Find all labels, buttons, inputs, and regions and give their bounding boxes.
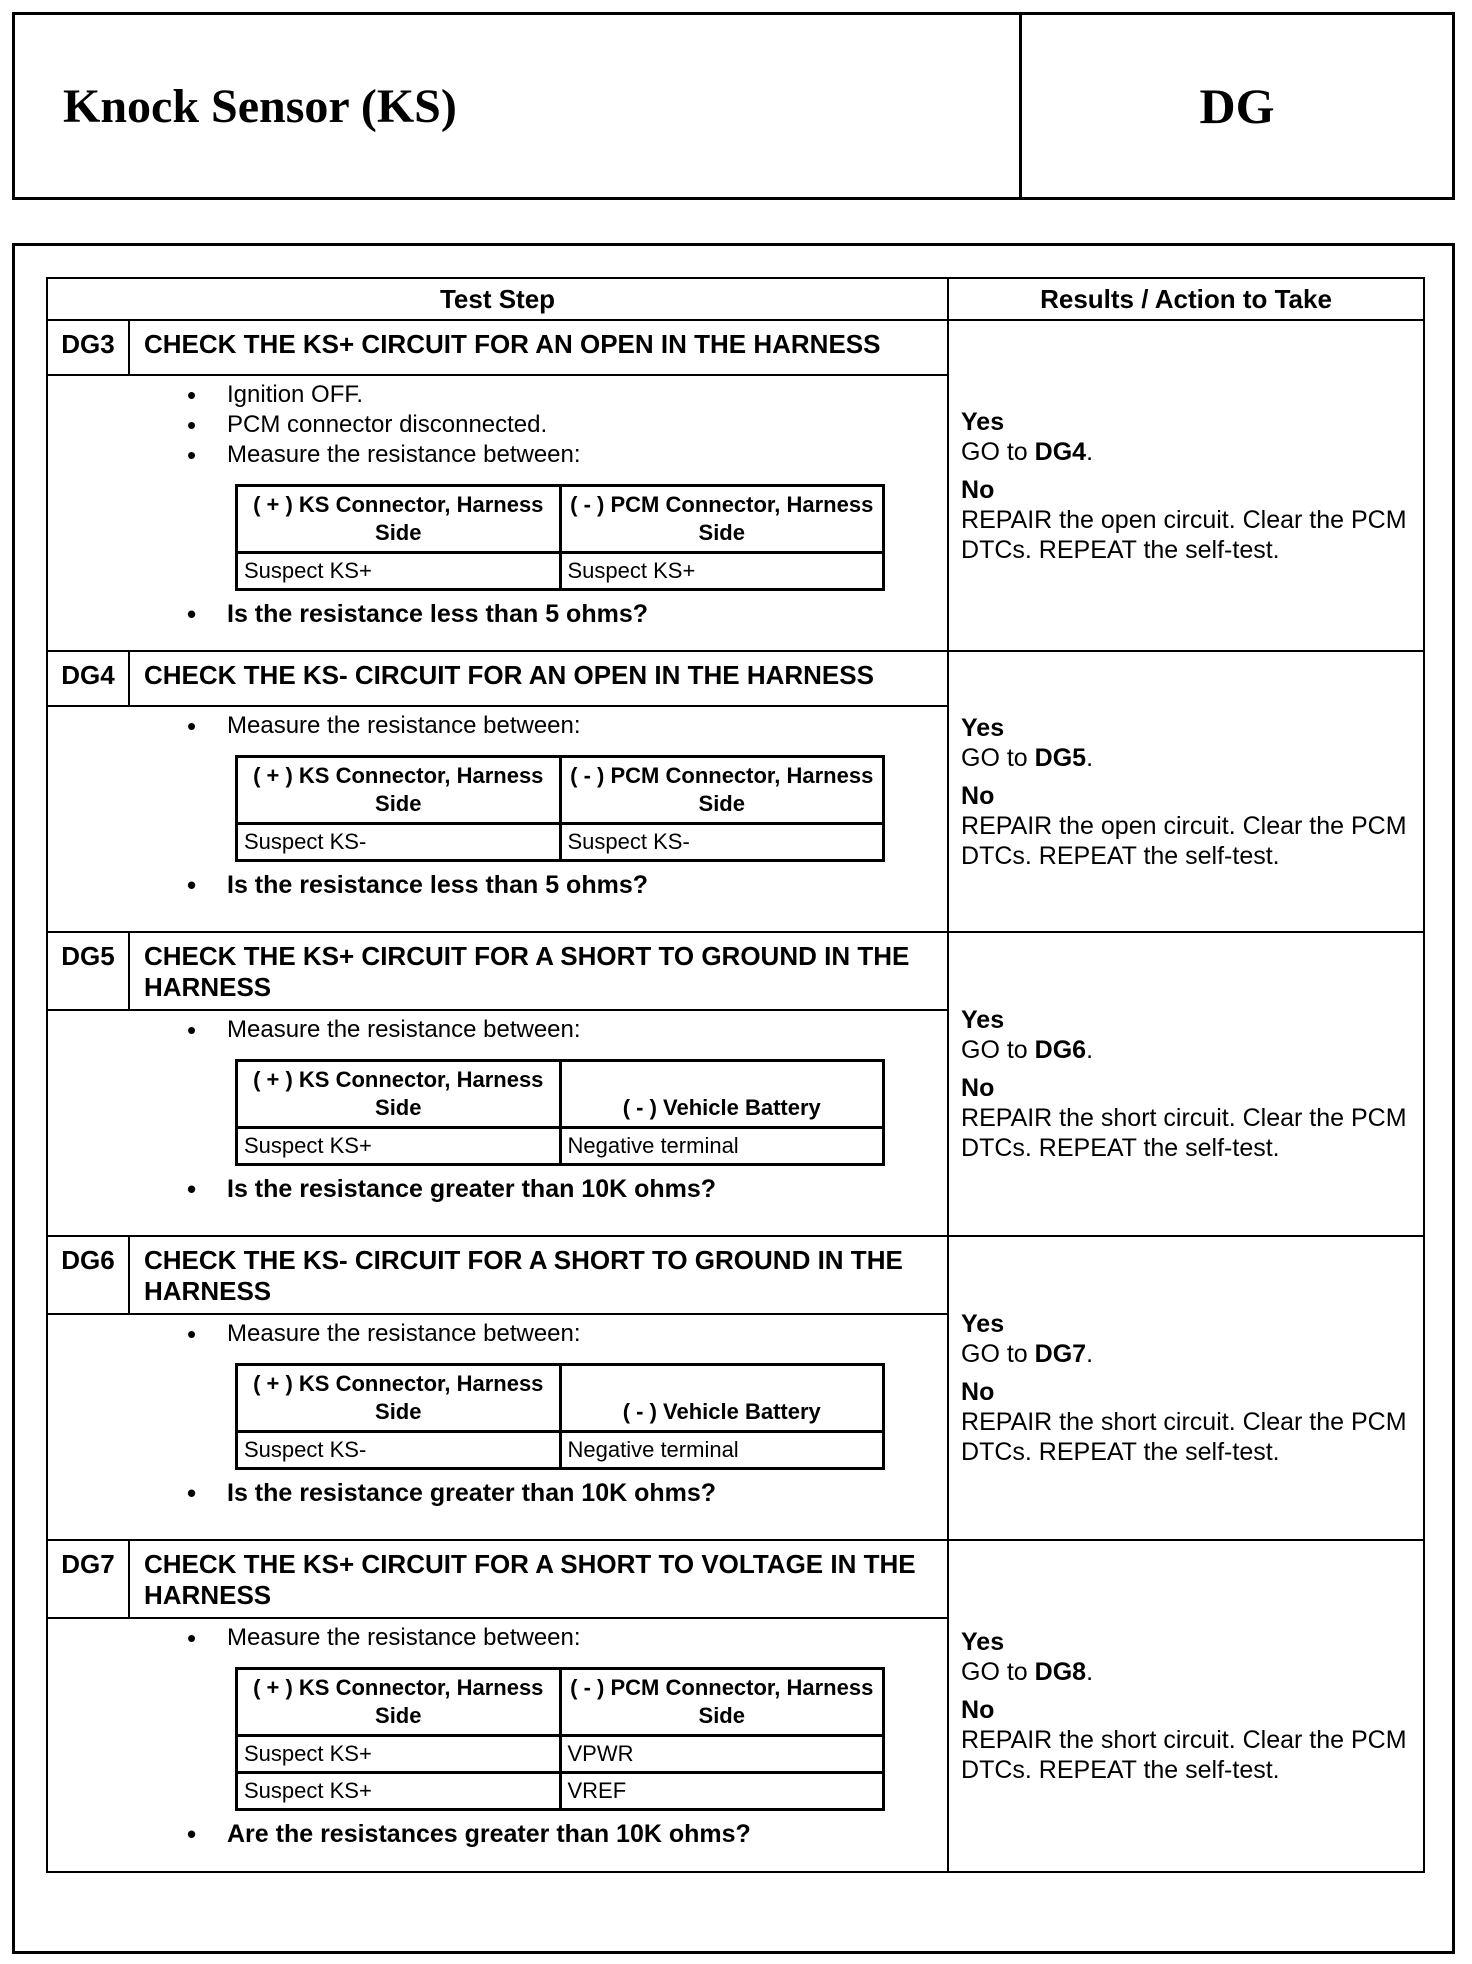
go-to-text: GO to	[961, 1658, 1028, 1686]
section-code: DG	[1199, 78, 1275, 134]
instruction-item: • Measure the resistance between:	[227, 1623, 947, 1653]
step-id-blank	[47, 1010, 129, 1236]
go-to-text: GO to	[961, 743, 1028, 772]
measurement-table	[235, 484, 885, 591]
measurement-table	[235, 1363, 885, 1470]
negative-lead-header: ( - ) Vehicle Battery	[560, 1061, 884, 1128]
negative-lead-cell: Negative terminal	[560, 1432, 884, 1469]
step-result	[948, 1540, 1424, 1872]
test-step-header: Test Step	[47, 278, 948, 320]
result-no-action: REPAIR the short circuit. Clear the PCM DTCs. REPEAT the self-test.	[961, 1408, 1407, 1466]
step-id-blank	[47, 706, 129, 932]
measurement-row	[237, 1773, 884, 1810]
step-title: CHECK THE KS- CIRCUIT FOR AN OPEN IN THE HARNESS	[129, 651, 948, 706]
positive-lead-cell: Suspect KS-	[237, 1432, 561, 1469]
result-yes-action: GO to DG8.	[961, 1658, 1094, 1686]
negative-lead-cell: VPWR	[560, 1736, 884, 1773]
results-header: Results / Action to Take	[948, 278, 1424, 320]
go-to-target: DG5	[1034, 743, 1087, 772]
measurement-row	[237, 1432, 884, 1469]
positive-lead-cell: Suspect KS+	[237, 1736, 561, 1773]
measurement-header-row	[237, 486, 884, 553]
step-row	[47, 1236, 1424, 1314]
step-row	[47, 932, 1424, 1010]
instruction-list	[129, 1319, 947, 1349]
result-no-action: REPAIR the short circuit. Clear the PCM DTCs. REPEAT the self-test.	[961, 1726, 1407, 1784]
result-no-action: REPAIR the short circuit. Clear the PCM DTCs. REPEAT the self-test.	[961, 1104, 1407, 1162]
result-yes-label: Yes	[961, 1310, 1005, 1338]
positive-lead-header: ( + ) KS Connector, Harness Side	[237, 486, 561, 553]
result-yes-action: GO to DG7.	[961, 1340, 1094, 1368]
go-to-text: GO to	[961, 1340, 1028, 1368]
negative-lead-header: ( - ) Vehicle Battery	[560, 1365, 884, 1432]
measurement-header-row	[237, 757, 884, 824]
positive-lead-cell: Suspect KS-	[237, 824, 561, 861]
positive-lead-header: ( + ) KS Connector, Harness Side	[237, 1061, 561, 1128]
positive-lead-header: ( + ) KS Connector, Harness Side	[237, 1669, 561, 1736]
result-yes-label: Yes	[961, 1006, 1005, 1034]
step-id-blank	[47, 1314, 129, 1540]
positive-lead-header: ( + ) KS Connector, Harness Side	[237, 757, 561, 824]
result-no-label: No	[961, 1696, 995, 1724]
instruction-list	[129, 1623, 947, 1653]
step-body	[129, 1314, 948, 1540]
step-body	[129, 1010, 948, 1236]
step-id: DG7	[47, 1540, 129, 1618]
measurement-header-row	[237, 1061, 884, 1128]
code-cell	[1022, 15, 1452, 197]
negative-lead-header: ( - ) PCM Connector, Harness Side	[560, 1669, 884, 1736]
result-no-label: No	[961, 1074, 995, 1102]
title-cell	[15, 15, 1022, 197]
step-title: CHECK THE KS+ CIRCUIT FOR AN OPEN IN THE HARNESS	[129, 320, 948, 375]
test-question: • Is the resistance less than 5 ohms?	[227, 599, 947, 629]
step-title: CHECK THE KS+ CIRCUIT FOR A SHORT TO GROUND IN THE HARNESS	[129, 932, 948, 1010]
step-id-blank	[47, 375, 129, 651]
question-list	[129, 1174, 947, 1204]
result-yes-label: Yes	[961, 713, 1005, 742]
instruction-item: • Measure the resistance between:	[227, 440, 947, 470]
step-id: DG4	[47, 651, 129, 706]
result-no-label: No	[961, 475, 995, 504]
step-row	[47, 320, 1424, 375]
question-list	[129, 870, 947, 900]
measurement-header-row	[237, 1669, 884, 1736]
measurement-table	[235, 1059, 885, 1166]
go-to-text: GO to	[961, 1036, 1028, 1064]
result-no-action: REPAIR the open circuit. Clear the PCM DTCs. REPEAT the self-test.	[961, 505, 1407, 564]
measurement-row	[237, 1736, 884, 1773]
negative-lead-cell: Negative terminal	[560, 1128, 884, 1165]
result-no-label: No	[961, 1378, 995, 1406]
test-step-table	[46, 277, 1425, 1873]
go-to-target: DG8	[1034, 1658, 1087, 1686]
go-to-target: DG7	[1034, 1340, 1087, 1368]
negative-lead-cell: Suspect KS+	[560, 553, 884, 590]
instruction-item: • Ignition OFF.	[227, 380, 947, 410]
step-body	[129, 375, 948, 651]
result-yes-label: Yes	[961, 407, 1005, 436]
step-body	[129, 1618, 948, 1872]
result-no-label: No	[961, 781, 995, 810]
measurement-row	[237, 1128, 884, 1165]
positive-lead-cell: Suspect KS+	[237, 1773, 561, 1810]
step-id-blank	[47, 1618, 129, 1872]
positive-lead-cell: Suspect KS+	[237, 553, 561, 590]
positive-lead-cell: Suspect KS+	[237, 1128, 561, 1165]
step-result	[948, 932, 1424, 1236]
measurement-table	[235, 1667, 885, 1811]
positive-lead-header: ( + ) KS Connector, Harness Side	[237, 1365, 561, 1432]
step-title: CHECK THE KS- CIRCUIT FOR A SHORT TO GROUND IN THE HARNESS	[129, 1236, 948, 1314]
page-title: Knock Sensor (KS)	[63, 79, 457, 133]
result-yes-action: GO to DG6.	[961, 1036, 1094, 1064]
go-to-target: DG6	[1034, 1036, 1087, 1064]
negative-lead-header: ( - ) PCM Connector, Harness Side	[560, 757, 884, 824]
step-id: DG6	[47, 1236, 129, 1314]
step-result	[948, 320, 1424, 651]
result-no-action: REPAIR the open circuit. Clear the PCM DTCs. REPEAT the self-test.	[961, 811, 1407, 870]
instruction-list	[129, 1015, 947, 1045]
go-to-text: GO to	[961, 437, 1028, 466]
instruction-item: • Measure the resistance between:	[227, 711, 947, 741]
negative-lead-header: ( - ) PCM Connector, Harness Side	[560, 486, 884, 553]
measurement-table	[235, 755, 885, 862]
question-list	[129, 1478, 947, 1508]
question-list	[129, 1819, 947, 1849]
negative-lead-cell: Suspect KS-	[560, 824, 884, 861]
instruction-item: • Measure the resistance between:	[227, 1319, 947, 1349]
result-yes-label: Yes	[961, 1628, 1005, 1656]
measurement-row	[237, 553, 884, 590]
test-question: • Are the resistances greater than 10K ohms?	[227, 1819, 947, 1849]
test-question: • Is the resistance greater than 10K ohms?	[227, 1478, 947, 1508]
step-id: DG3	[47, 320, 129, 375]
result-yes-action: GO to DG5.	[961, 743, 1094, 772]
test-question: • Is the resistance greater than 10K ohms?	[227, 1174, 947, 1204]
step-body	[129, 706, 948, 932]
step-id: DG5	[47, 932, 129, 1010]
negative-lead-cell: VREF	[560, 1773, 884, 1810]
test-question: • Is the resistance less than 5 ohms?	[227, 870, 947, 900]
go-to-target: DG4	[1034, 437, 1087, 466]
instruction-list	[129, 380, 947, 470]
page-header	[12, 12, 1455, 200]
instruction-list	[129, 711, 947, 741]
result-yes-action: GO to DG4.	[961, 437, 1094, 466]
step-result	[948, 651, 1424, 932]
step-row	[47, 1540, 1424, 1618]
question-list	[129, 599, 947, 629]
step-result	[948, 1236, 1424, 1540]
step-row	[47, 651, 1424, 706]
step-title: CHECK THE KS+ CIRCUIT FOR A SHORT TO VOLTAGE IN THE HARNESS	[129, 1540, 948, 1618]
measurement-header-row	[237, 1365, 884, 1432]
measurement-row	[237, 824, 884, 861]
instruction-item: • Measure the resistance between:	[227, 1015, 947, 1045]
instruction-item: • PCM connector disconnected.	[227, 410, 947, 440]
